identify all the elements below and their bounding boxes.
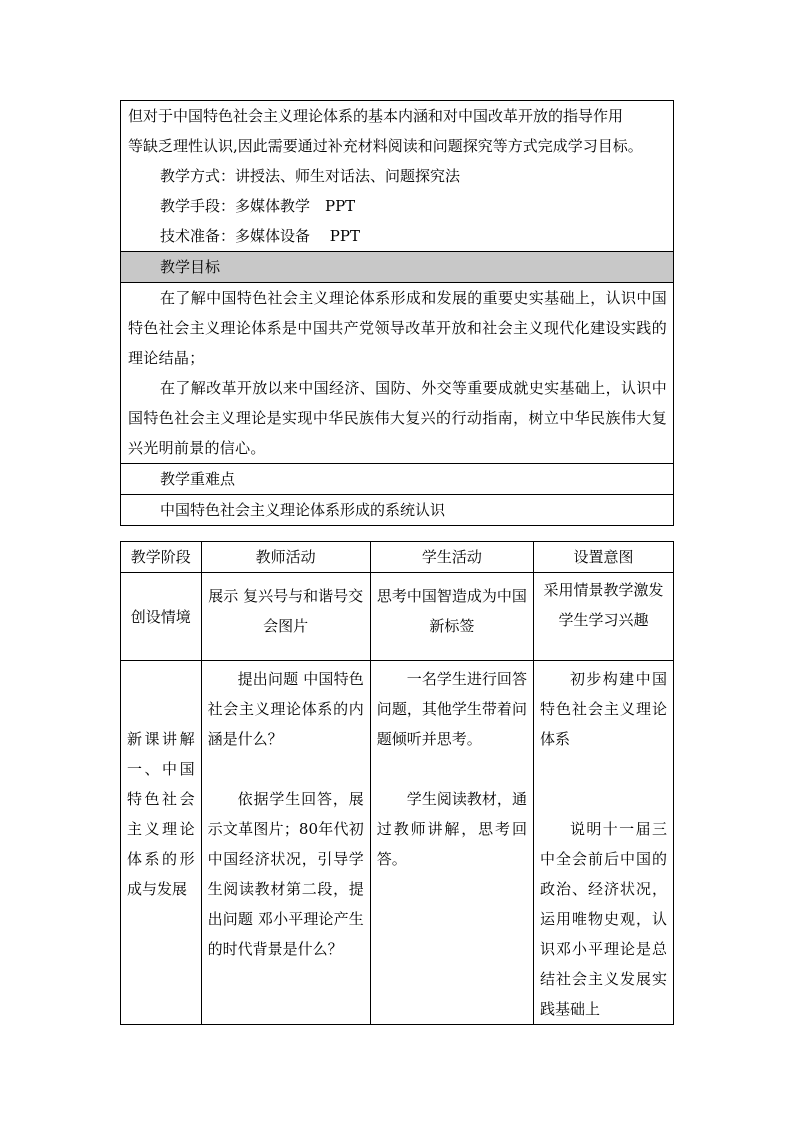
- technical-preparation: 技术准备：多媒体设备 PPT: [160, 227, 360, 245]
- teacher-question-2: 依据学生回答，展示文革图片；80年代初中国经济状况，引导学生阅读教材第二段，提出问题 邓小平理论产生的时代背景是什么？: [207, 790, 364, 958]
- row1-teacher-activity: 展示 复兴号与和谐号交会图片: [201, 573, 370, 661]
- row2-teacher-activity: [201, 661, 370, 1025]
- key-points: 中国特色社会主义理论体系形成的系统认识: [160, 501, 446, 519]
- lesson-info-table: [120, 100, 674, 526]
- row1-student-activity: 思考中国智造成为中国新标签: [370, 573, 533, 661]
- lesson-intro-cell: [121, 101, 674, 252]
- table-row: [121, 661, 674, 1025]
- intent-1: 初步构建中国特色社会主义理论体系: [539, 670, 667, 748]
- key-points-heading: 教学重难点: [160, 470, 236, 488]
- intent-2: 说明十一届三中全会前后中国的政治、经济状况，运用唯物史观，认识邓小平理论是总结社会主义发展实践基础上: [539, 820, 667, 1018]
- header-teacher-activity: 教师活动: [201, 542, 370, 573]
- intro-line-2: 等缺乏理性认识,因此需要通过补充材料阅读和问题探究等方式完成学习目标。: [128, 137, 643, 155]
- objectives-cell: [121, 283, 674, 464]
- teacher-question-1: 提出问题 中国特色社会主义理论体系的内涵是什么？: [207, 670, 364, 748]
- intro-line-1: 但对于中国特色社会主义理论体系的基本内涵和对中国改革开放的指导作用: [128, 107, 624, 125]
- objectives-heading-cell: [121, 252, 674, 283]
- objective-2: 在了解改革开放以来中国经济、国防、外交等重要成就史实基础上，认识中国特色社会主义理论是实现中华民族伟大复兴的行动指南，树立中华民族伟大复兴光明前景的信心。: [128, 379, 667, 457]
- header-stage: 教学阶段: [121, 542, 202, 573]
- student-activity-1: 一名学生进行回答问题，其他学生带着问题倾听并思考。: [376, 670, 527, 748]
- teaching-means: 教学手段：多媒体教学 PPT: [160, 197, 356, 215]
- teaching-process-table: [120, 541, 674, 1025]
- header-design-intent: 设置意图: [533, 542, 673, 573]
- table-header-row: [121, 542, 674, 573]
- objective-1: 在了解中国特色社会主义理论体系形成和发展的重要史实基础上，认识中国特色社会主义理论体系是中国共产党领导改革开放和社会主义现代化建设实践的理论结晶；: [128, 289, 667, 367]
- header-student-activity: 学生活动: [370, 542, 533, 573]
- row2-stage: 新课讲解一、中国特色社会主义理论体系的形成与发展: [121, 661, 202, 1025]
- student-activity-2: 学生阅读教材，通过教师讲解，思考回答。: [376, 790, 527, 868]
- key-points-cell: [121, 495, 674, 526]
- row2-student-activity: [370, 661, 533, 1025]
- table-row: [121, 573, 674, 661]
- row2-design-intent: [533, 661, 673, 1025]
- teaching-method: 教学方式：讲授法、师生对话法、问题探究法: [160, 167, 461, 185]
- row1-stage: 创设情境: [121, 573, 202, 661]
- key-points-heading-cell: [121, 464, 674, 495]
- row1-design-intent: 采用情景教学激发学生学习兴趣: [533, 573, 673, 661]
- objectives-heading: 教学目标: [160, 258, 221, 276]
